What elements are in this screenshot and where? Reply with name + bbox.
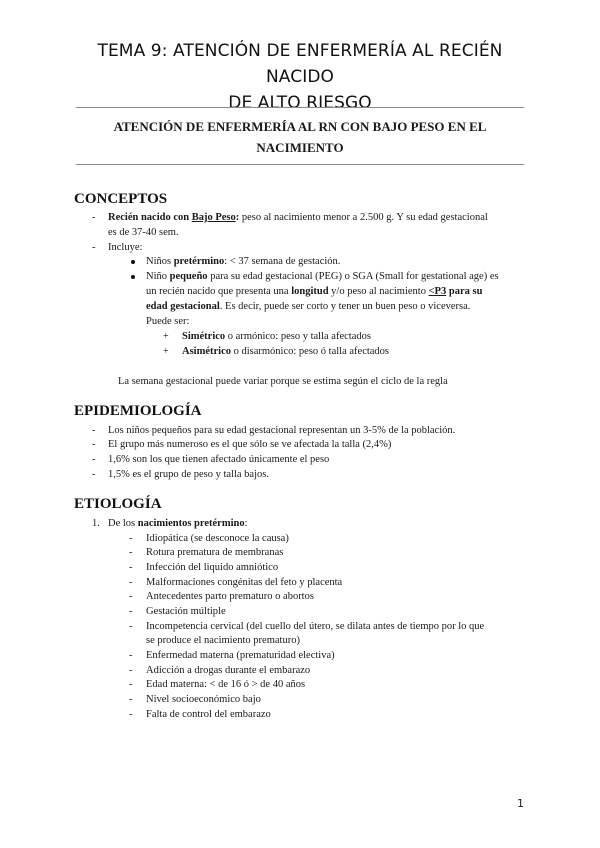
- dash-bullet: -: [92, 439, 96, 450]
- numbered-marker: 1.: [92, 518, 100, 529]
- dash-bullet: -: [92, 212, 96, 223]
- etio-item: Gestación múltiple: [146, 606, 226, 617]
- dash-bullet: -: [92, 469, 96, 480]
- page-number: 1: [517, 797, 524, 810]
- dash-bullet: -: [92, 454, 96, 465]
- etio-item: Nivel socioeconómico bajo: [146, 694, 261, 705]
- epi-item: Los niños pequeños para su edad gestacional representan un 3-5% de la población.: [108, 425, 456, 436]
- etio-item: Idiopática (se desconoce la causa): [146, 533, 289, 544]
- page-title: [70, 38, 530, 116]
- epi-item: 1,6% son los que tienen afectado únicamente el peso: [108, 454, 330, 465]
- etio-item: Rotura prematura de membranas: [146, 547, 284, 558]
- etio-item: Falta de control del embarazo: [146, 709, 271, 720]
- dash-bullet: -: [129, 591, 133, 602]
- etio-item-cont: se produce el nacimiento prematuro): [146, 635, 300, 646]
- bullet-dot: [131, 275, 135, 279]
- dash-bullet: -: [92, 425, 96, 436]
- bullet-dot: [131, 260, 135, 264]
- bullet-peg-line-2: un recién nacido que presenta una longitud y/o peso al nacimiento <P3 para su: [146, 286, 483, 297]
- concept-item-bajo-peso: Recién nacido con Bajo Peso: peso al nacimiento menor a 2.500 g. Y su edad gestacional: [108, 212, 488, 223]
- dash-bullet: -: [129, 533, 133, 544]
- etio-item: Adicción a drogas durante el embarazo: [146, 665, 311, 676]
- etio-item: Antecedentes parto prematuro o abortos: [146, 591, 314, 602]
- etio-item: Infección del liquido amniótico: [146, 562, 279, 573]
- conceptos-note: La semana gestacional puede variar porque se estima según el ciclo de la regla: [118, 376, 448, 387]
- subtitle-line-2: NACIMIENTO: [256, 140, 344, 155]
- divider-top: [76, 107, 524, 108]
- epi-item: 1,5% es el grupo de peso y talla bajos.: [108, 469, 269, 480]
- dash-bullet: -: [129, 665, 133, 676]
- dash-bullet: -: [129, 606, 133, 617]
- heading-etiologia: ETIOLOGÍA: [74, 496, 162, 512]
- bullet-peg-line-4: Puede ser:: [146, 316, 190, 327]
- bullet-peg-line-3: edad gestacional. Es decir, puede ser corto y tener un buen peso o viceversa.: [146, 301, 471, 312]
- dash-bullet: -: [129, 709, 133, 720]
- dash-bullet: -: [129, 679, 133, 690]
- dash-bullet: -: [129, 577, 133, 588]
- sub-bullet-asimetrico: Asimétrico o disarmónico: peso ó talla afectados: [182, 346, 390, 357]
- concept-item-bajo-peso-cont: es de 37-40 sem.: [108, 227, 179, 238]
- bullet-pretermino: Niños pretérmino: < 37 semana de gestación.: [146, 256, 341, 267]
- dash-bullet: -: [129, 621, 133, 632]
- dash-bullet: -: [129, 694, 133, 705]
- subtitle-line-1: ATENCIÓN DE ENFERMERÍA AL RN CON BAJO PESO EN EL: [113, 119, 487, 134]
- etio-item: Edad materna: < de 16 ó > de 40 años: [146, 679, 306, 690]
- plus-bullet: +: [163, 331, 169, 342]
- bullet-peg-line-1: Niño pequeño para su edad gestacional (PEG) o SGA (Small for gestational age) es: [146, 271, 499, 282]
- epi-item: El grupo más numeroso es el que sólo se ve afectada la talla (2,4%): [108, 439, 392, 450]
- dash-bullet: -: [129, 547, 133, 558]
- etio-item: Incompetencia cervical (del cuello del útero, se dilata antes de tiempo por lo que: [146, 621, 485, 632]
- page-title-line-1: TEMA 9: ATENCIÓN DE ENFERMERÍA AL RECIÉN NACIDO: [97, 41, 503, 87]
- heading-conceptos: CONCEPTOS: [74, 191, 168, 207]
- sub-bullet-simetrico: Simétrico o armónico: peso y talla afectados: [182, 331, 371, 342]
- etio-item: Enfermedad materna (prematuridad electiva): [146, 650, 335, 661]
- dash-bullet: -: [129, 562, 133, 573]
- heading-epidemiologia: EPIDEMIOLOGÍA: [74, 403, 202, 419]
- etio-numbered-item: De los nacimientos pretérmino:: [108, 518, 248, 529]
- divider-bottom: [76, 164, 524, 165]
- dash-bullet: -: [92, 242, 96, 253]
- page-title-line-2: DE ALTO RIESGO: [228, 93, 372, 113]
- plus-bullet: +: [163, 346, 169, 357]
- dash-bullet: -: [129, 650, 133, 661]
- concept-item-incluye: Incluye:: [108, 242, 143, 253]
- etio-item: Malformaciones congénitas del feto y placenta: [146, 577, 343, 588]
- section-subtitle: [100, 116, 500, 158]
